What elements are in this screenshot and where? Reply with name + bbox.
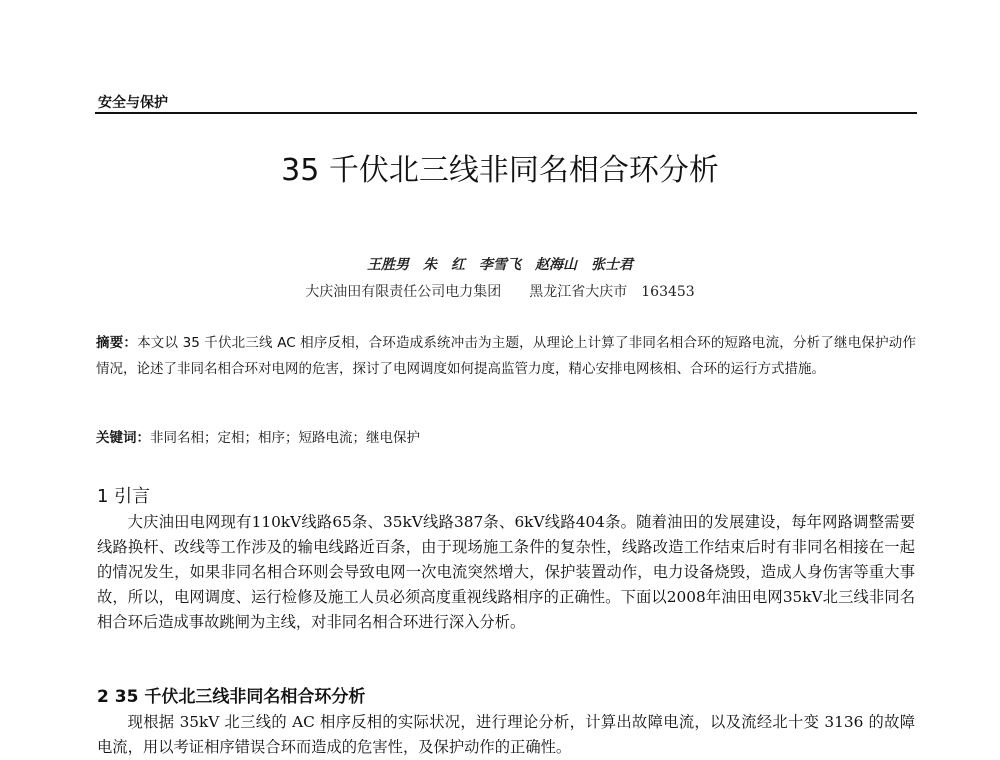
header-rule — [95, 112, 917, 114]
section-paragraph-1: 大庆油田电网现有110kV线路65条、35kV线路387条、6kV线路404条。随着油田的发展建设，每年网路调整需要线路换杆、改线等工作涉及的输电线路近百条，由于现场施工条件的复杂性，线路改造工作结束后时有非同名相接在一起的情况发生，如果非同名相合环则会导致电网一次电流突然增大，保护装置动作，电力设备烧毁，造成人身伤害等重大事故，所以，电网调度、运行检修及施工人员必须高度重视线路相序的正确性。下面以2008年油田电网35kV北三线非同名相合环后造成事故跳闸为主线，对非同名相合环进行深入分析。 — [97, 513, 915, 631]
keywords — [96, 428, 916, 448]
section-heading-1: 1 引言 — [97, 486, 151, 507]
paper-title: 35 千伏北三线非同名相合环分析 — [281, 153, 719, 188]
keywords-text: 非同名相；定相；相序；短路电流；继电保护 — [150, 430, 420, 446]
section-heading-2: 2 35 千伏北三线非同名相合环分析 — [97, 687, 366, 707]
abstract-label: 摘要： — [96, 335, 138, 351]
keywords-label: 关键词： — [96, 430, 150, 446]
abstract-text: 本文以 35 千伏北三线 AC 相序反相，合环造成系统冲击为主题，从理论上计算了非同名相合环的短路电流，分析了继电保护动作情况，论述了非同名相合环对电网的危害，探讨了电网调度如何提高监管力度，精心安排电网核相、合环的运行方式措施。 — [96, 335, 916, 377]
section-tag: 安全与保护 — [98, 95, 168, 111]
author-list: 王胜男 朱 红 李雪飞 赵海山 张士君 — [367, 257, 633, 273]
section-paragraph-2: 现根据 35kV 北三线的 AC 相序反相的实际状况，进行理论分析，计算出故障电流，以及流经北十变 3136 的故障电流，用以考证相序错误合环而造成的危害性，及保护动作的正确性。 — [97, 713, 915, 756]
abstract — [96, 330, 916, 382]
affiliation: 大庆油田有限责任公司电力集团 黑龙江省大庆市 163453 — [305, 284, 695, 300]
